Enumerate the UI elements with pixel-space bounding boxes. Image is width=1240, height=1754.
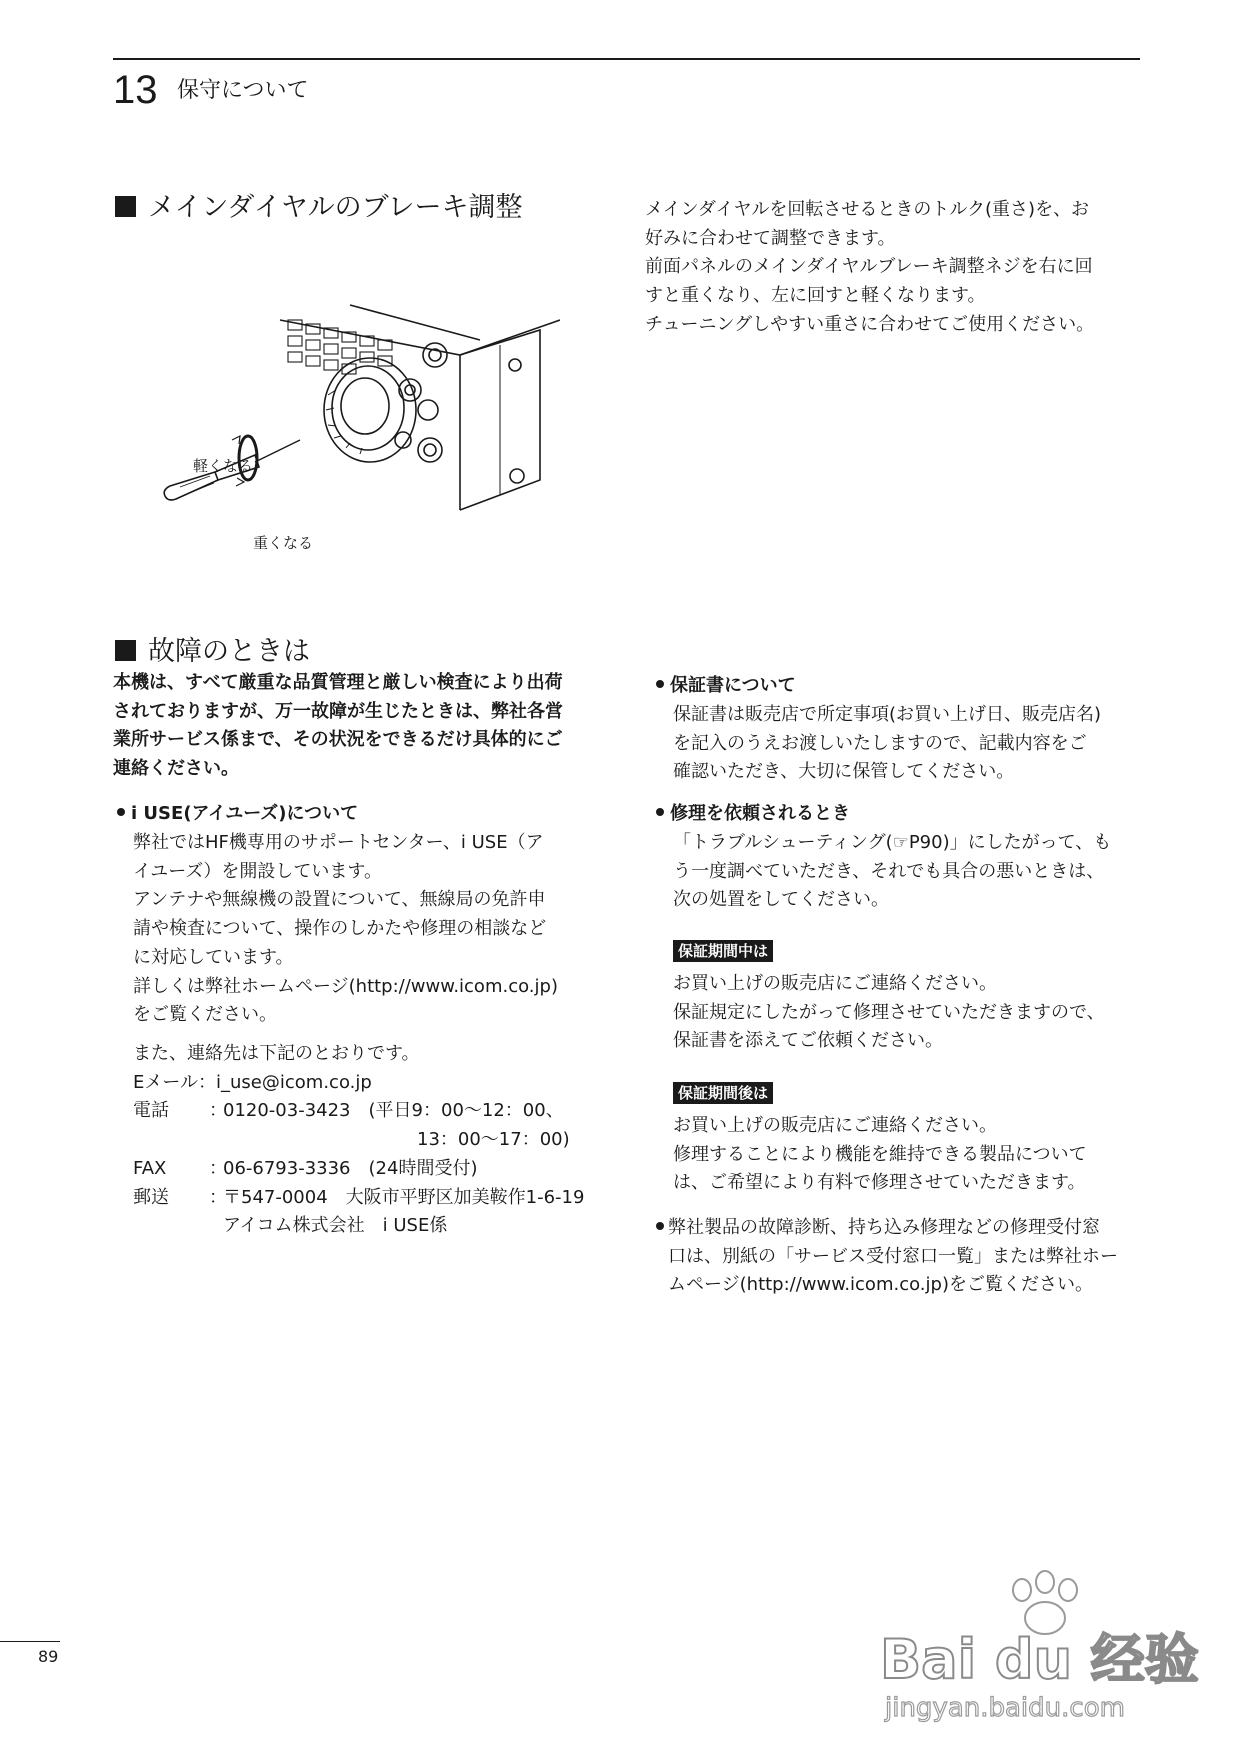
iuse-description: 弊社ではHF機専用のサポートセンター、i USE（ア イユーズ）を開設しています。 アンテナや無線機の設置について、無線局の免許申 請や検査について、操作のしかたや修理の相談など に対応しています。 詳しくは弊社ホームページ(http://www.icom.co.jp) をご覧ください。 <box>133 832 558 1026</box>
chapter-number: 13 <box>113 68 158 112</box>
page-number: 89 <box>38 1647 59 1666</box>
chapter-title: 保守について <box>177 78 309 103</box>
bullet-icon <box>656 1222 664 1230</box>
contact-mail-recipient: アイコム株式会社 i USE係 <box>223 1215 448 1237</box>
bullet-icon <box>656 808 664 816</box>
service-note: 弊社製品の故障診断、持ち込み修理などの修理受付窓 口は、別紙の「サービス受付窓口一覧」または弊社ホー ムページ(http://www.icom.co.jp)をご覧ください。 <box>656 1214 1118 1300</box>
contact-email: Eメール：i_use@icom.co.jp <box>133 1071 372 1093</box>
figure-label-heavier: 重くなる <box>253 534 314 552</box>
contact-fax: FAX ：06-6793-3336 (24時間受付) <box>133 1157 478 1179</box>
footer-rule <box>0 1641 60 1642</box>
header-rule <box>113 58 1140 60</box>
tag-warranty-period-after: 保証期間後は <box>673 1082 773 1104</box>
repair-after-warranty: お買い上げの販売店にご連絡ください。 修理することにより機能を維持できる製品について は、ご希望により有料で修理させていただきます。 <box>673 1115 1087 1194</box>
figure-label-lighter: 軽くなる <box>193 457 254 475</box>
iuse-contact: また、連絡先は下記のとおりです。 Eメール：i_use@icom.co.jp 電話 ：0120-03-3423 (平日9：00〜12：00、 13：00〜17：00) FAX ：06-6793-3336 (24時間受付) 郵送 ：〒547-0004 大阪市平野区加美鞍作1-6-19 アイコム株式会社 i USE係 <box>133 1040 584 1241</box>
tag-warranty-period-in: 保証期間中は <box>673 940 773 962</box>
repair-description: 「トラブルシューティング(☞P90)」にしたがって、も う一度調べていただき、それでも具合の悪いときは、 次の処置をしてください。 <box>673 832 1112 911</box>
repair-in-warranty: お買い上げの販売店にご連絡ください。 保証規定にしたがって修理させていただきますので、 保証書を添えてご依頼ください。 <box>673 973 1105 1052</box>
contact-mail: 郵送 ：〒547-0004 大阪市平野区加美鞍作1-6-19 <box>133 1186 585 1208</box>
watermark-brand: Bai du 经验 <box>880 1628 1199 1691</box>
watermark-url: jingyan.baidu.com <box>885 1693 1125 1723</box>
brake-description: メインダイヤルを回転させるときのトルク(重さ)を、お 好みに合わせて調整できます。 前面パネルのメインダイヤルブレーキ調整ネジを右に回 すと重くなり、左に回すと軽くなります。 チューニングしやすい重さに合わせてご使用ください。 <box>645 199 1095 335</box>
bullet-icon <box>117 808 125 816</box>
bullet-icon <box>656 680 664 688</box>
warranty-heading: 保証書について <box>656 672 796 700</box>
contact-phone: 電話 ：0120-03-3423 (平日9：00〜12：00、 <box>133 1100 564 1122</box>
brake-adjustment-figure <box>160 300 560 560</box>
section-heading-brake: メインダイヤルのブレーキ調整 <box>115 190 523 226</box>
failure-intro: 本機は、すべて厳重な品質管理と厳しい検査により出荷 されておりますが、万一故障が生じたときは、弊社各営 業所サービス係まで、その状況をできるだけ具体的にご 連絡ください。 <box>113 672 563 780</box>
iuse-heading: i USE(アイユーズ)について <box>117 800 358 828</box>
warranty-description: 保証書は販売店で所定事項(お買い上げ日、販売店名) を記入のうえお渡しいたしますので、記載内容をご 確認いただき、大切に保管してください。 <box>673 704 1102 783</box>
square-bullet-icon <box>115 196 136 217</box>
contact-phone-hours: 13：00〜17：00) <box>417 1129 570 1151</box>
section-heading-failure: 故障のときは <box>115 634 310 670</box>
repair-heading: 修理を依頼されるとき <box>656 800 850 828</box>
square-bullet-icon <box>115 640 136 661</box>
